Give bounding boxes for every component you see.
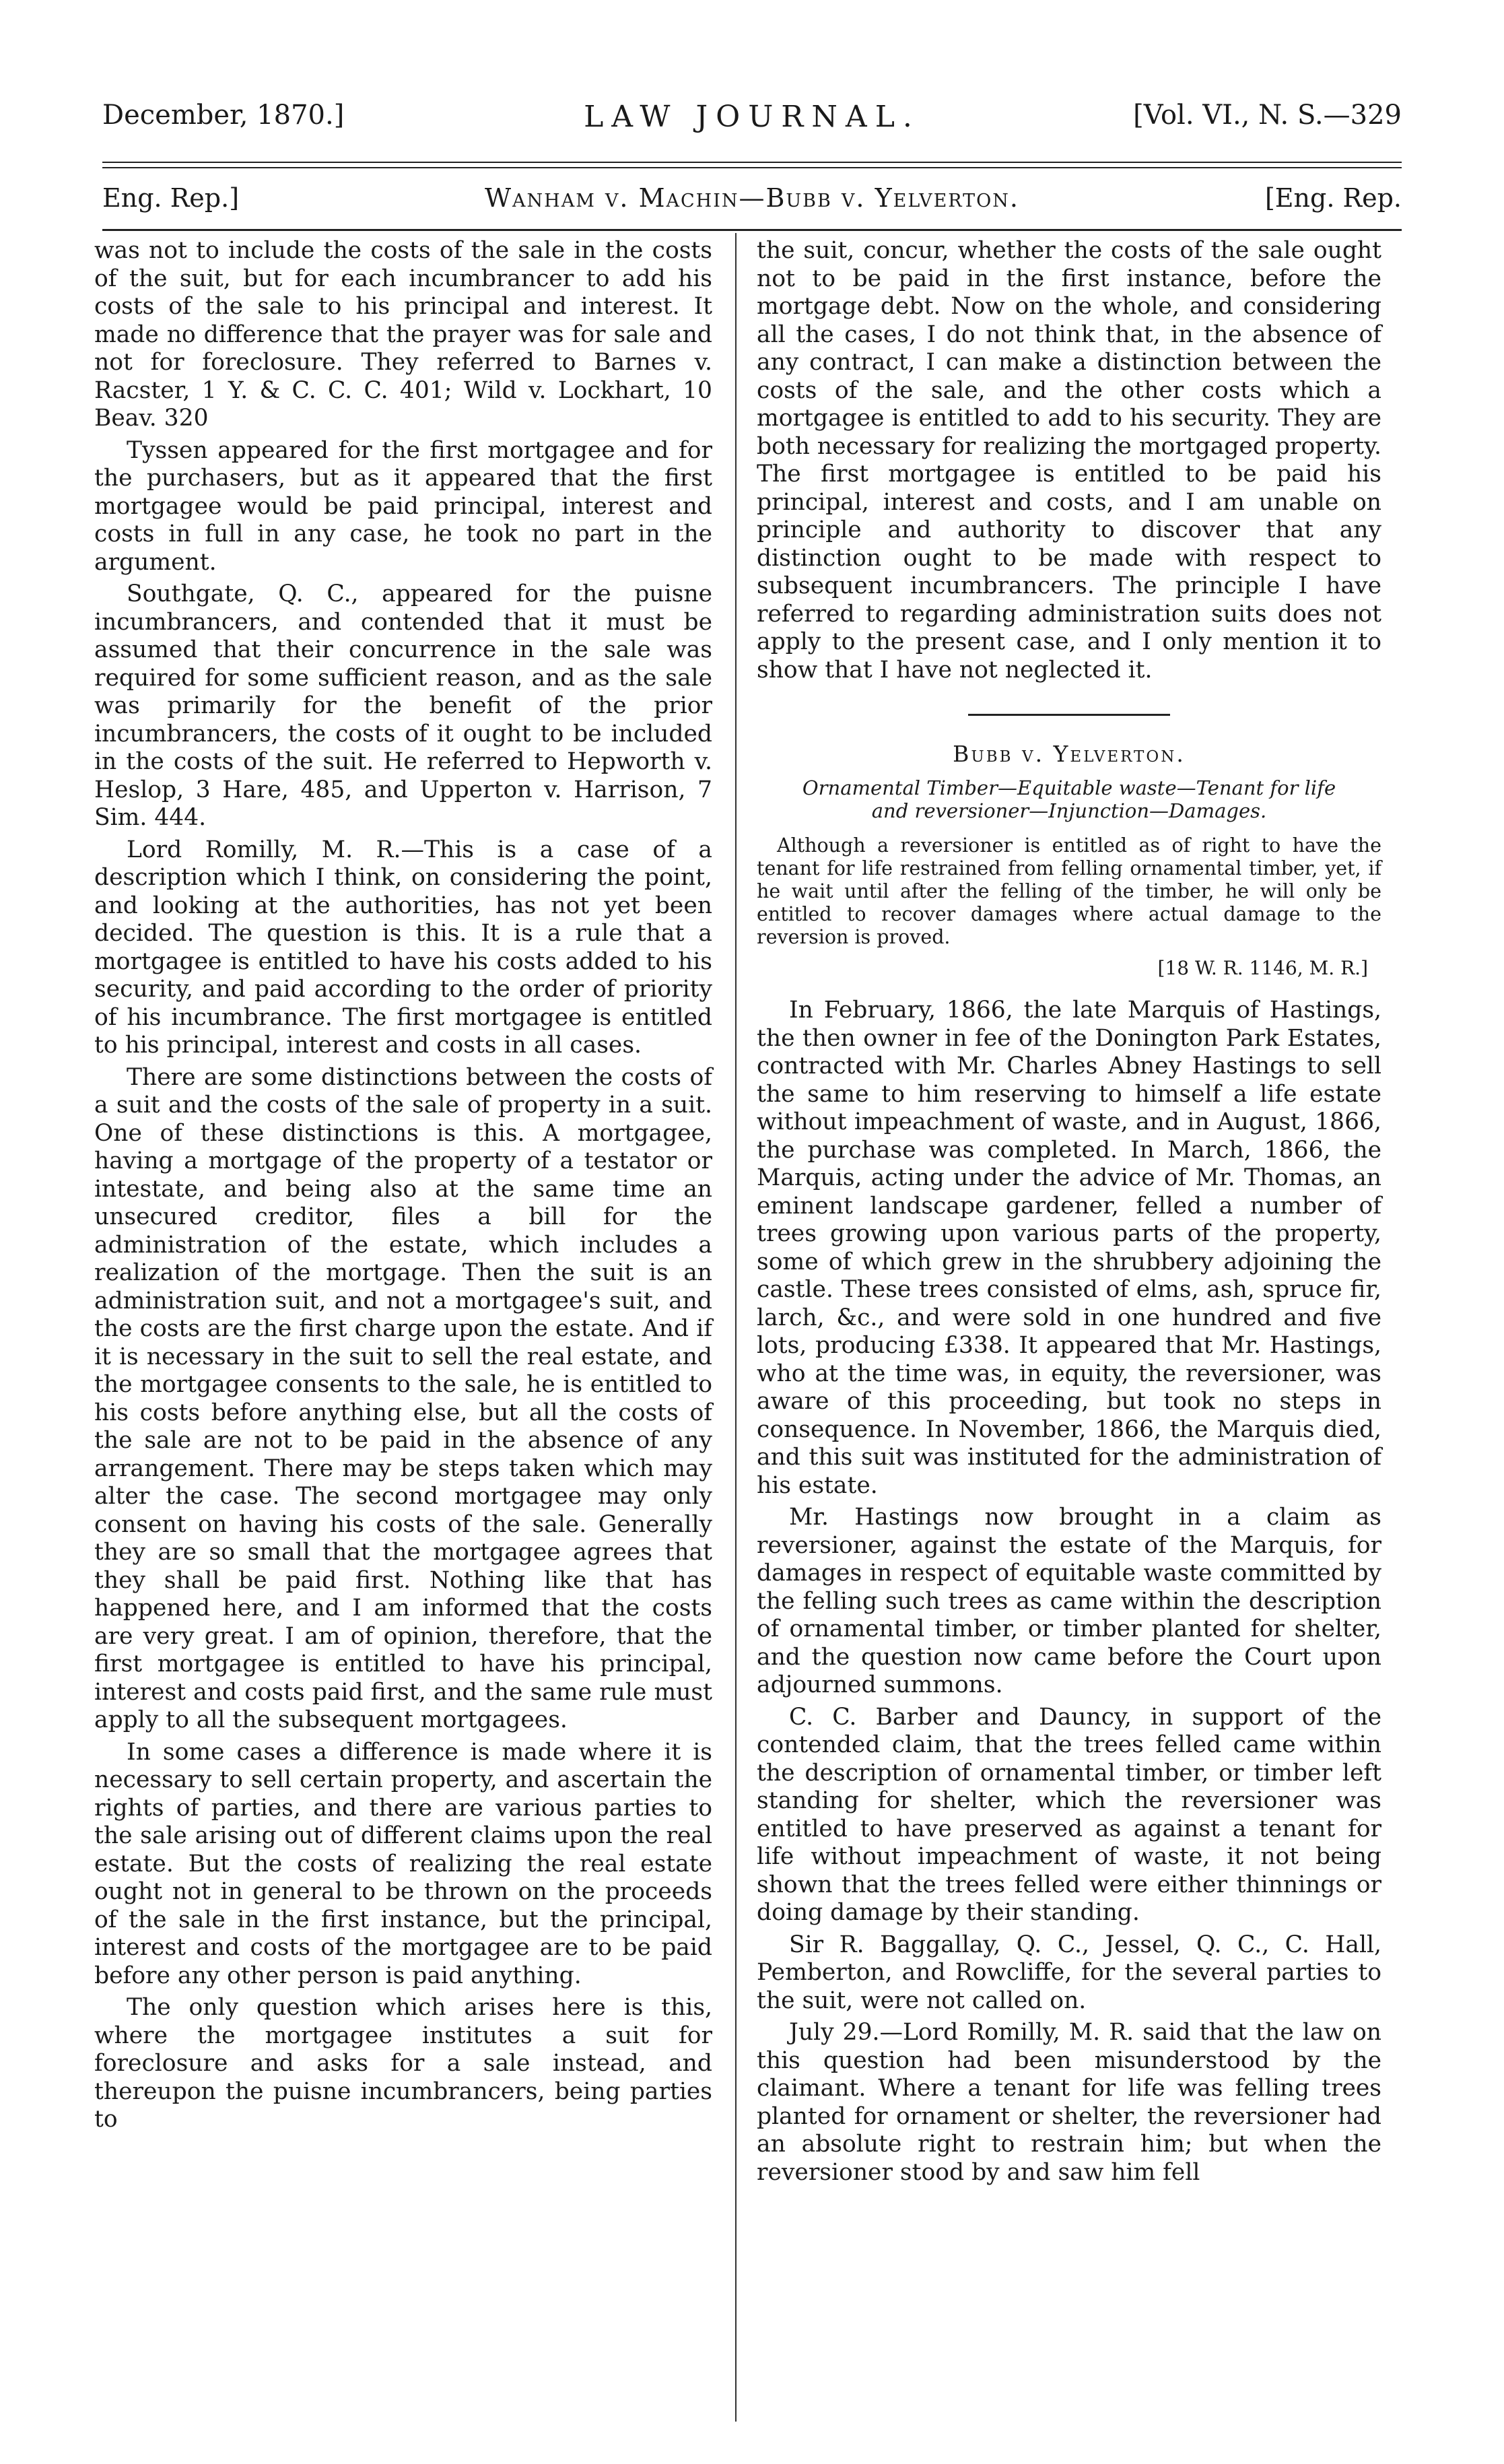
report-label-right: [Eng. Rep. xyxy=(1264,183,1402,213)
paragraph: was not to include the costs of the sale in the costs of the suit, but for each incumbrancer to add his costs of the sale to his principal and interest. It made no difference that the prayer was for sale and not for foreclosure. They referred to Barnes v. Racster, 1 Y. & C. C. C. 401; Wild v. Lockhart, 10 Beav. 320 xyxy=(94,237,712,432)
paragraph: In February, 1866, the late Marquis of Hastings, the then owner in fee of the Donington Park Estates, contracted with Mr. Charles Abney Hastings to sell the same to him reserving to himself a life estate without impeachment of waste, and in August, 1866, the purchase was completed. In March, 1866, the Marquis, acting under the advice of Mr. Thomas, an eminent landscape gardener, felled a number of trees growing upon various parts of the property, some of which grew in the shrubbery adjoining the castle. These trees consisted of elms, ash, spruce fir, larch, &c., and were sold in one hundred and five lots, producing £338. It appeared that Mr. Hastings, who at the time was, in equity, the reversioner, was aware of this proceeding, but took no steps in consequence. In November, 1866, the Marquis died, and this suit was instituted for the administration of his estate. xyxy=(757,997,1381,1499)
report-citation: [18 W. R. 1146, M. R.] xyxy=(1157,956,1368,979)
column-divider xyxy=(735,233,737,2422)
case-subheader xyxy=(102,183,1402,224)
paragraph: July 29.—Lord Romilly, M. R. said that the law on this question had been misunderstood by the claimant. Where a tenant for life was felling trees planted for ornament or shelter, the reversioner had an absolute right to restrain him; but when the reversioner stood by and saw him fell xyxy=(757,2019,1381,2186)
paragraph: There are some distinctions between the costs of a suit and the costs of the sale of property in a suit. One of these distinctions is this. A mortgagee, having a mortgage of the property of a testator or intestate, and being also at the same time an unsecured creditor, files a bill for the administration of the estate, which includes a realization of the mortgage. Then the suit is an administration suit, and not a mortgagee's suit, and the costs are the first charge upon the estate. And if it is necessary in the suit to sell the real estate, and the mortgagee consents to the sale, he is entitled to his costs before anything else, but all the costs of the sale are not to be paid in the absence of any arrangement. There may be steps taken which may alter the case. The second mortgagee may only consent on having his costs of the sale. Generally they are so small that the mortgagee agrees that they shall be paid first. Nothing like that has happened here, and I am informed that the costs are very great. I am of opinion, therefore, that the first mortgagee is entitled to have his principal, interest and costs paid first, and the same rule must apply to all the subsequent mortgagees. xyxy=(94,1063,712,1733)
paragraph: Tyssen appeared for the first mortgagee and for the purchasers, but as it appeared that the first mortgagee would be paid principal, interest and costs in full in any case, he took no part in the argument. xyxy=(94,436,712,576)
paragraph: In some cases a difference is made where it is necessary to sell certain property, and ascertain the rights of parties, and there are various parties to the sale arising out of different claims upon the real estate. But the costs of realizing the real estate ought not in general to be thrown on the proceeds of the sale in the first instance, but the principal, interest and costs of the mortgagee are to be paid before any other person is paid anything. xyxy=(94,1738,712,1989)
paragraph: The only question which arises here is this, where the mortgagee institutes a suit for foreclosure and asks for a sale instead, and thereupon the puisne incumbrancers, being parties to xyxy=(94,1994,712,2133)
right-column xyxy=(757,237,1381,2191)
case-names: Wanham v. Machin—Bubb v. Yelverton. xyxy=(484,183,1020,213)
case-title: Bubb v. Yelverton. xyxy=(953,741,1186,767)
subheader-rule xyxy=(102,229,1402,231)
left-column xyxy=(94,237,712,2138)
header-double-rule xyxy=(102,162,1402,168)
paragraph: Sir R. Baggallay, Q. C., Jessel, Q. C., C. Hall, Pemberton, and Rowcliffe, for the several parties to the suit, were not called on. xyxy=(757,1931,1381,2014)
catchwords: Ornamental Timber—Equitable waste—Tenant for life and reversioner—Injunction—Damages. xyxy=(802,776,1336,822)
volume-page-number: [Vol. VI., N. S.—329 xyxy=(1133,100,1402,131)
case-separator-rule xyxy=(968,714,1170,716)
paragraph: Lord Romilly, M. R.—This is a case of a description which I think, on considering the point, and looking at the authorities, has not yet been decided. The question is this. It is a rule that a mortgagee is entitled to have his costs added to his security, and paid according to the order of priority of his incumbrance. The first mortgagee is entitled to his principal, interest and costs in all cases. xyxy=(94,836,712,1059)
paragraph: C. C. Barber and Dauncy, in support of the contended claim, that the trees felled came within the description of ornamental timber, or timber left standing for shelter, which the reversioner was entitled to have preserved as against a tenant for life without impeachment of waste, it not being shown that the trees felled were either thinnings or doing damage by their standing. xyxy=(757,1703,1381,1926)
report-label-left: Eng. Rep.] xyxy=(102,183,240,213)
paragraph: Mr. Hastings now brought in a claim as reversioner, against the estate of the Marquis, for damages in respect of equitable waste committed by the felling such trees as came within the description of ornamental timber, or timber planted for shelter, and the question now came before the Court upon adjourned summons. xyxy=(757,1504,1381,1698)
journal-title: LAW JOURNAL. xyxy=(584,100,920,134)
paragraph: Southgate, Q. C., appeared for the puisne incumbrancers, and contended that it must be assumed that their concurrence in the sale was required for some sufficient reason, and as the sale was primarily for the benefit of the prior incumbrancers, the costs of it ought to be included in the costs of the suit. He referred to Hepworth v. Heslop, 3 Hare, 485, and Upperton v. Harrison, 7 Sim. 444. xyxy=(94,580,712,831)
running-header xyxy=(102,100,1402,147)
header-date: December, 1870.] xyxy=(102,100,345,131)
headnote: Although a reversioner is entitled as of right to have the tenant for life restrained from felling ornamental timber, yet, if he wait until after the felling of the timber, he will only be entitled to recover damages where actual damage to the reversion is proved. xyxy=(757,834,1381,948)
paragraph: the suit, concur, whether the costs of the sale ought not to be paid in the first instance, before the mortgage debt. Now on the whole, and considering all the cases, I do not think that, in the absence of any contract, I can make a distinction between the costs of the sale, and the other costs which a mortgagee is entitled to add to his security. They are both necessary for realizing the mortgaged property. The first mortgagee is entitled to be paid his principal, interest and costs, and I am unable on principle and authority to discover that any distinction ought to be made with respect to subsequent incumbrancers. The principle I have referred to regarding administration suits does not apply to the present case, and I only mention it to show that I have not neglected it. xyxy=(757,237,1381,684)
